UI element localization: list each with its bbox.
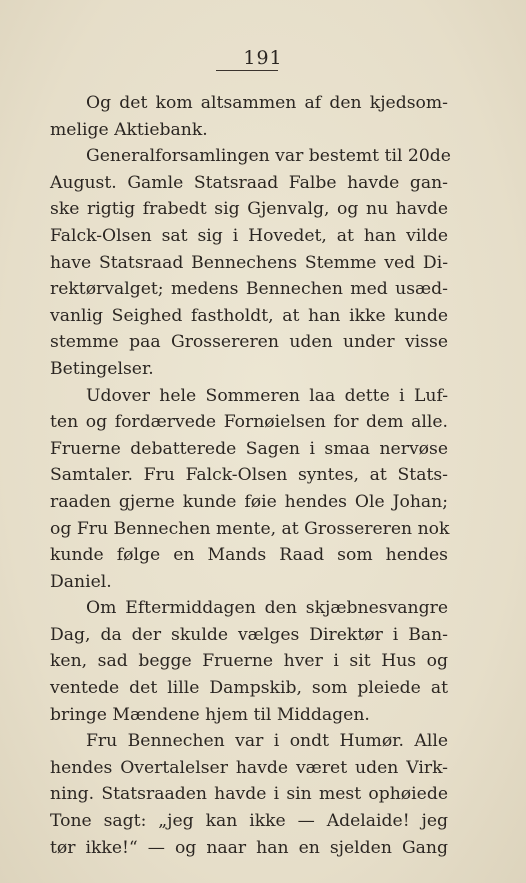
page-number: 191 — [243, 47, 283, 69]
text-line: vanlig Seighed fastholdt, at han ikke kunde — [50, 305, 448, 326]
text-line: August. Gamle Statsraad Falbe havde gan- — [50, 172, 448, 193]
text-line: kunde følge en Mands Raad som hendes — [50, 545, 448, 566]
text-line: Samtaler. Fru Falck-Olsen syntes, at Stats- — [50, 465, 448, 486]
text-line: Tone sagt: „jeg kan ikke — Adelaide! jeg — [50, 811, 448, 832]
text-line: Om Eftermiddagen den skjæbnesvangre — [86, 598, 448, 619]
body-text — [50, 90, 451, 861]
text-line: og Fru Bennechen mente, at Grossereren nok — [50, 518, 450, 539]
text-line: raaden gjerne kunde føie hendes Ole Johan; — [50, 491, 448, 512]
page-number-rule — [216, 70, 278, 71]
text-line: ske rigtig frabedt sig Gjenvalg, og nu havde — [50, 199, 448, 220]
text-line: Betingelser. — [50, 358, 154, 379]
text-line: ten og fordærvede Fornøielsen for dem alle. — [50, 412, 448, 433]
text-line: Dag, da der skulde vælges Direktør i Ban- — [50, 624, 448, 645]
text-line: Udover hele Sommeren laa dette i Luf- — [86, 385, 448, 406]
text-line: ning. Statsraaden havde i sin mest ophøiede — [50, 784, 448, 805]
text-line: bringe Mændene hjem til Middagen. — [50, 704, 370, 725]
text-line: stemme paa Grossereren uden under visse — [50, 332, 448, 353]
text-line: Generalforsamlingen var bestemt til 20de — [86, 146, 451, 167]
text-line: ken, sad begge Fruerne hver i sit Hus og — [50, 651, 448, 672]
text-line: Fru Bennechen var i ondt Humør. Alle — [86, 731, 448, 752]
text-line: tør ikke!“ — og naar han en sjelden Gang — [50, 837, 448, 858]
text-line: melige Aktiebank. — [50, 119, 208, 140]
text-line: have Statsraad Bennechens Stemme ved Di- — [50, 252, 448, 273]
text-line: Fruerne debatterede Sagen i smaa nervøse — [50, 438, 448, 459]
text-line: hendes Overtalelser havde været uden Virk- — [50, 757, 448, 778]
text-line: Daniel. — [50, 571, 112, 592]
text-line: Falck-Olsen sat sig i Hovedet, at han vilde — [50, 225, 448, 246]
text-line: rektørvalget; medens Bennechen med usæd- — [50, 279, 448, 300]
text-line: ventede det lille Dampskib, som pleiede at — [50, 678, 448, 699]
text-line: Og det kom altsammen af den kjedsom- — [86, 93, 448, 113]
